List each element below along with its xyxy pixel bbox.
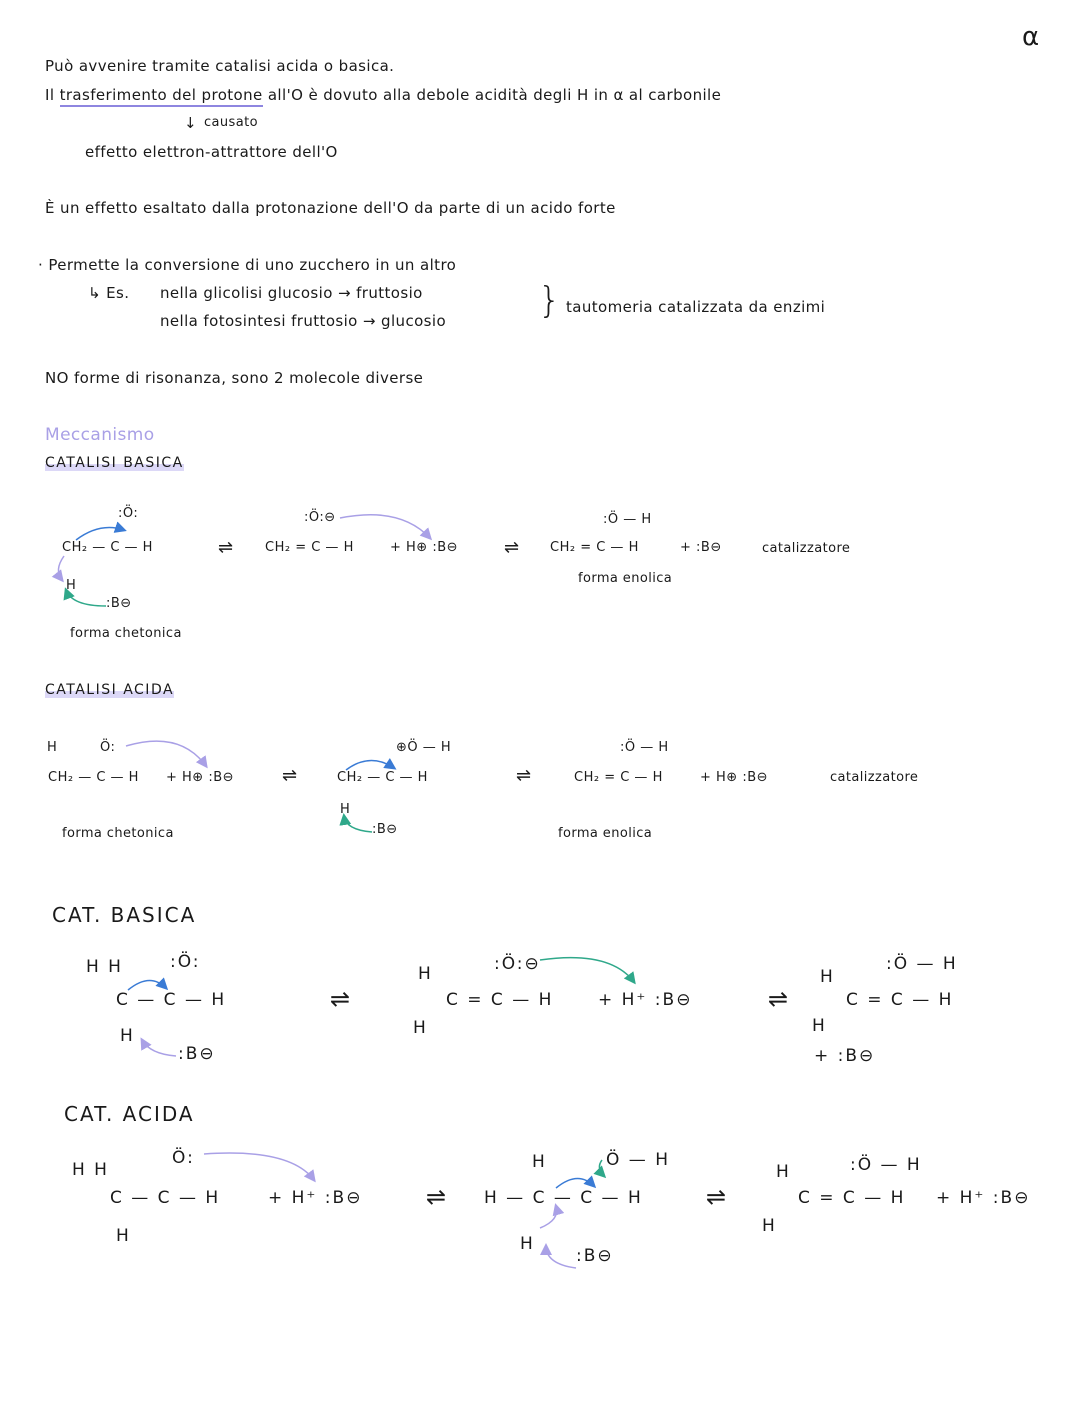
rx4-enol-chain: C = C — H [798, 1188, 906, 1208]
rx4-equilibrium-arrow-1: ⇌ [426, 1183, 447, 1211]
rx1-equilibrium-arrow-1: ⇌ [218, 537, 234, 558]
rx3-keto-alpha-h: H [120, 1026, 135, 1046]
section-meccanismo: Meccanismo [45, 425, 155, 445]
rx3-keto-chain: C — C — H [116, 990, 227, 1010]
rx1-intermediate-oxygen: :Ö:⊖ [304, 510, 336, 525]
rx4-arrow-ch-bond [540, 1206, 557, 1228]
rx4-enol-h-bottom: H [762, 1216, 777, 1236]
rx2-base: :B⊖ [372, 822, 398, 837]
rx1-arrow-base-to-h [66, 590, 106, 606]
rx2-enol-chain: CH₂ = C — H [574, 770, 663, 785]
rx1-arrow-ch-bond [58, 556, 64, 580]
page-mark: α [1022, 22, 1042, 52]
rx3-enol-products: + :B⊖ [814, 1046, 876, 1066]
rx3-intermediate-h-top: H [418, 964, 433, 984]
section-catalisi-acida: CATALISI ACIDA [45, 682, 175, 698]
rx2-intermediate-alpha-h: H [340, 802, 351, 817]
rx1-base: :B⊖ [106, 596, 132, 611]
rx3-arrow-base-to-h [142, 1040, 176, 1056]
rx1-enol-products: + :B⊖ [680, 540, 722, 555]
rx2-keto-h: H [47, 740, 58, 755]
down-arrow-icon: ↓ [184, 114, 197, 132]
rx2-intermediate-chain: CH₂ — C — H [337, 770, 428, 785]
rx2-equilibrium-arrow-1: ⇌ [282, 765, 298, 786]
rx3-base: :B⊖ [178, 1044, 216, 1064]
rx1-keto-chain: CH₂ — C — H [62, 540, 153, 555]
rx4-keto-oxygen: Ö: [172, 1148, 195, 1168]
rx4-intermediate-top-h: H [532, 1152, 547, 1172]
rx3-arrow-o-to-h [540, 958, 634, 982]
rx3-equilibrium-arrow-1: ⇌ [330, 985, 351, 1013]
rx4-intermediate-alpha-h: H [520, 1234, 535, 1254]
rx4-enol-h-top: H [776, 1162, 791, 1182]
rx4-keto-chain: C — C — H [110, 1188, 221, 1208]
rx3-enol-h-top: H [820, 967, 835, 987]
rx2-keto-form-label: forma chetonica [62, 826, 174, 841]
rx1-enol-oxygen: :Ö — H [603, 512, 652, 527]
brace-icon: } [538, 280, 562, 321]
rx4-intermediate-oxygen: Ö — H [606, 1150, 670, 1170]
note-line-catalysis: Può avvenire tramite catalisi acida o basica. [45, 57, 395, 75]
rx3-intermediate-oxygen: :Ö:⊖ [494, 954, 541, 974]
note-electron-withdrawing: effetto elettron-attrattore dell'O [85, 143, 338, 161]
note-underlined-phrase: trasferimento del protone [60, 86, 263, 107]
rx1-keto-alpha-h: H [66, 578, 77, 593]
rx1-arrow-o-to-h [340, 515, 430, 538]
rx1-keto-form-label: forma chetonica [70, 626, 182, 641]
note-no-resonance: NO forme di risonanza, sono 2 molecole diverse [45, 369, 424, 387]
rx3-equilibrium-arrow-2: ⇌ [768, 985, 789, 1013]
rx3-arrow-c-to-o [128, 980, 166, 990]
rx3-enol-oxygen: :Ö — H [886, 954, 958, 974]
rx1-enol-form-label: forma enolica [578, 571, 673, 586]
rx1-keto-oxygen: :Ö: [118, 506, 139, 521]
rx3-enol-chain: C = C — H [846, 990, 954, 1010]
section-cat-acida: CAT. ACIDA [64, 1102, 195, 1126]
rx2-keto-oxygen: Ö: [100, 740, 116, 755]
rx4-keto-bottom-h: H [116, 1226, 131, 1246]
rx1-equilibrium-arrow-2: ⇌ [504, 537, 520, 558]
rx4-arrow-o-to-h [204, 1153, 314, 1180]
rx1-catalyst-label: catalizzatore [762, 541, 851, 556]
note-rest: all'O è dovuto alla debole acidità degli H in α al carbonile [267, 86, 722, 104]
rx1-enol-chain: CH₂ = C — H [550, 540, 639, 555]
note-example-glycolysis: nella glicolisi glucosio → fruttosio [160, 284, 423, 302]
rx2-enol-form-label: forma enolica [558, 826, 653, 841]
rx1-intermediate-products: + H⊕ :B⊖ [390, 540, 459, 555]
rx2-catalyst-label: catalizzatore [830, 770, 919, 785]
note-enhanced-effect: È un effetto esaltato dalla protonazione dell'O da parte di un acido forte [45, 199, 616, 217]
rx4-intermediate-chain: H — C — C — H [484, 1188, 643, 1208]
rx4-arrow-c-to-o [556, 1178, 594, 1188]
rx3-intermediate-products: + H⁺ :B⊖ [598, 990, 693, 1010]
rx2-enol-products: + H⊕ :B⊖ [700, 770, 769, 785]
rx4-keto-reagents: + H⁺ :B⊖ [268, 1188, 363, 1208]
rx4-arrow-base-to-h [546, 1246, 576, 1268]
rx4-equilibrium-arrow-2: ⇌ [706, 1183, 727, 1211]
rx2-enol-oxygen: :Ö — H [620, 740, 669, 755]
note-example-prefix: ↳ Es. [88, 284, 130, 302]
note-prefix: Il [45, 86, 55, 104]
rx2-keto-chain: CH₂ — C — H [48, 770, 139, 785]
rx2-equilibrium-arrow-2: ⇌ [516, 765, 532, 786]
note-tautomerism: tautomeria catalizzata da enzimi [566, 298, 826, 316]
rx3-keto-oxygen: :Ö: [170, 952, 201, 972]
rx4-arrow-o-pair [599, 1160, 604, 1176]
note-causato: causato [204, 115, 258, 130]
rx4-enol-products: + H⁺ :B⊖ [936, 1188, 1031, 1208]
note-sugar-conversion: · Permette la conversione di uno zucchero in un altro [38, 256, 457, 274]
note-example-photosynthesis: nella fotosintesi fruttosio → glucosio [160, 312, 447, 330]
rx1-arrow-c-to-o [76, 528, 124, 540]
rx4-keto-methyl-h: H H [72, 1160, 109, 1180]
rx1-intermediate-chain: CH₂ = C — H [265, 540, 354, 555]
rx4-base: :B⊖ [576, 1246, 614, 1266]
rx2-intermediate-oxygen: ⊕Ö — H [396, 740, 452, 755]
rx3-enol-h-bottom: H [812, 1016, 827, 1036]
rx4-enol-oxygen: :Ö — H [850, 1155, 922, 1175]
section-cat-basica: CAT. BASICA [52, 903, 197, 927]
rx2-arrow-o-to-h [126, 741, 206, 766]
rx3-intermediate-chain: C = C — H [446, 990, 554, 1010]
rx3-keto-methyl-h: H H [86, 957, 123, 977]
rx2-keto-reagents: + H⊕ :B⊖ [166, 770, 235, 785]
rx2-arrow-c-to-o [346, 760, 394, 770]
rx2-arrow-base-to-h [344, 816, 372, 832]
rx3-intermediate-h-bottom: H [413, 1018, 428, 1038]
section-catalisi-basica: CATALISI BASICA [45, 455, 184, 471]
